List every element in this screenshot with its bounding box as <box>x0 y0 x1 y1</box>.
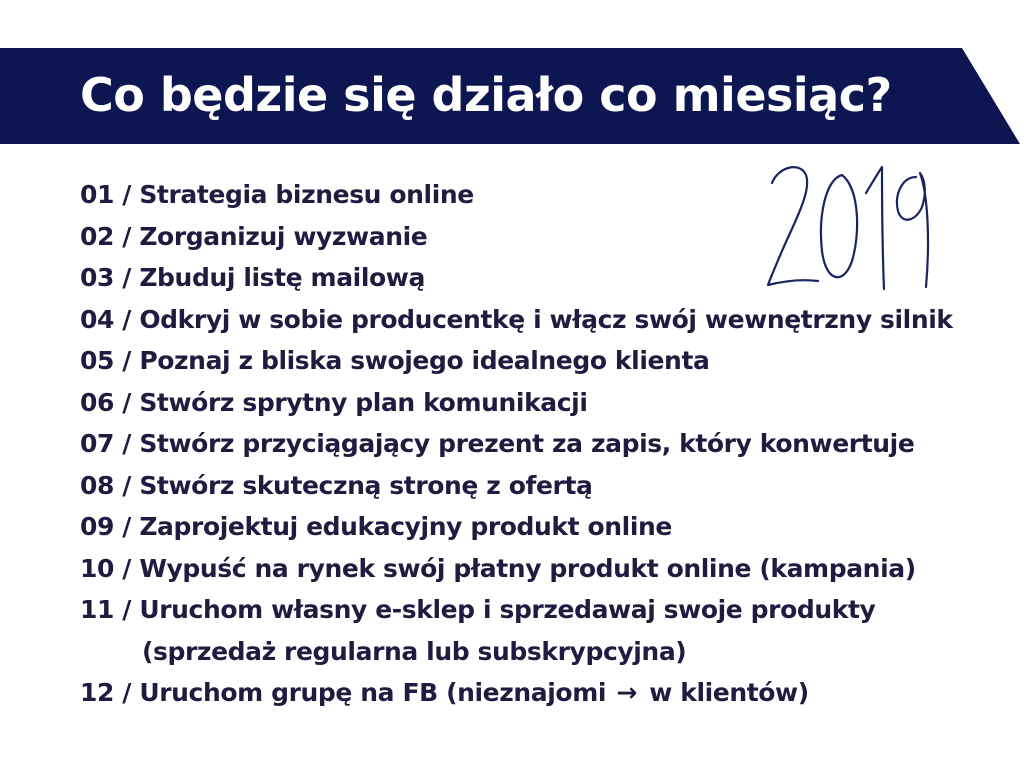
list-item <box>80 548 1010 590</box>
list-item-label: 06 / Stwórz sprytny plan komunikacji <box>80 387 588 417</box>
list-item-label: 02 / Zorganizuj wyzwanie <box>80 221 428 251</box>
arrow-right-icon: → <box>616 678 637 707</box>
list-item-label: 11 / Uruchom własny e-sklep i sprzedawaj swoje produkty <box>80 595 876 624</box>
list-item <box>80 672 1010 714</box>
list-item <box>80 465 1010 507</box>
list-item <box>80 257 1010 299</box>
list-item-label: 09 / Zaprojektuj edukacyjny produkt online <box>80 512 672 541</box>
list-item <box>80 423 1010 465</box>
list-item-label-continued: w klientów) <box>649 678 809 707</box>
list-item <box>80 382 1010 424</box>
list-item-label: 12 / Uruchom grupę na FB (nieznajomi <box>80 678 607 707</box>
list-item-label: 08 / Stwórz skuteczną stronę z ofertą <box>80 470 593 500</box>
list-item-label: 07 / Stwórz przyciągający prezent za zapis, który konwertuje <box>80 429 915 458</box>
list-item-label: 10 / Wypuść na rynek swój płatny produkt online (kampania) <box>80 553 916 583</box>
list-item <box>80 589 1010 672</box>
slide-title: Co będzie się działo co miesiąc? <box>80 68 892 122</box>
list-item-label: 04 / Odkryj w sobie producentkę i włącz swój wewnętrzny silnik <box>80 304 953 334</box>
list-item <box>80 299 1010 341</box>
list-item <box>80 340 1010 382</box>
list-item-label: 05 / Poznaj z bliska swojego idealnego klienta <box>80 346 710 375</box>
list-item-label: 01 / Strategia biznesu online <box>80 180 474 209</box>
list-item <box>80 174 1010 216</box>
list-item-sublabel: (sprzedaż regularna lub subskrypcyjna) <box>142 636 687 666</box>
list-item <box>80 506 1010 548</box>
monthly-topics-list <box>80 174 1010 714</box>
list-item-label: 03 / Zbuduj listę mailową <box>80 263 425 292</box>
list-item <box>80 216 1010 258</box>
